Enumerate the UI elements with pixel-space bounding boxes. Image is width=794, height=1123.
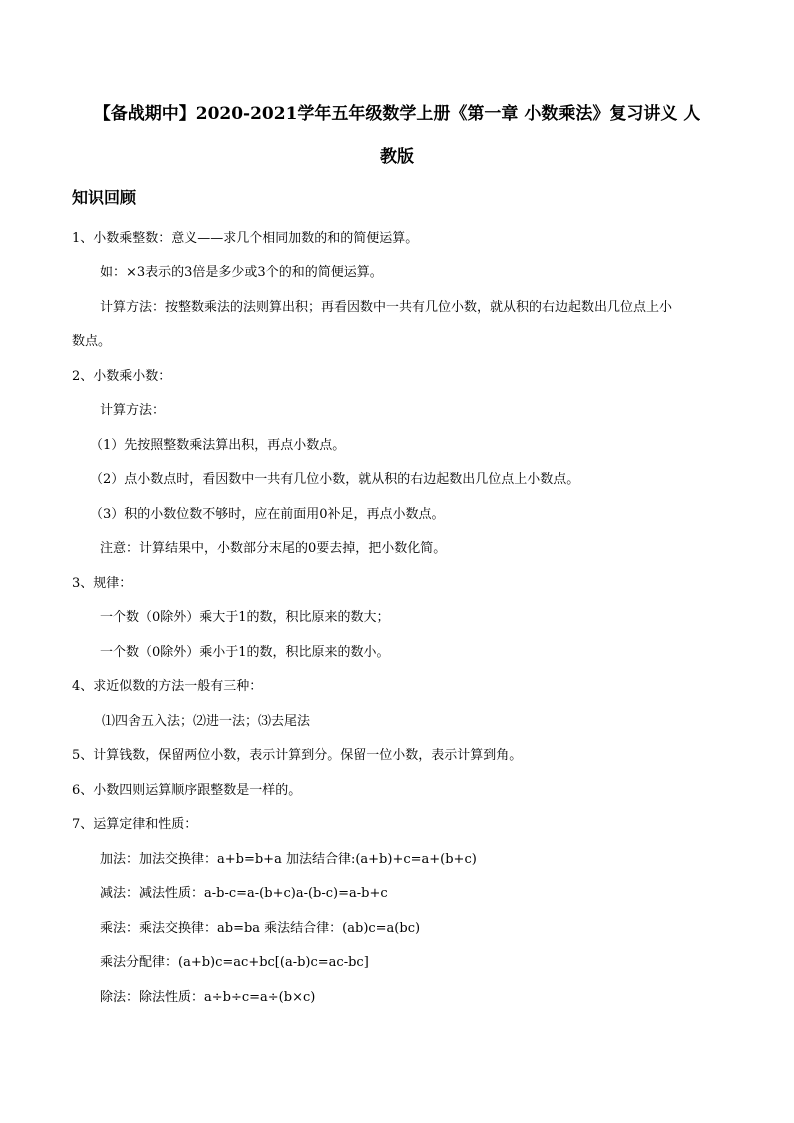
document-title-line-1: 【备战期中】2020-2021学年五年级数学上册《第一章 小数乘法》复习讲义 人 <box>93 104 701 124</box>
point-2-note: 注意：计算结果中，小数部分末尾的0要去掉，把小数化简。 <box>100 541 447 556</box>
point-3-rule-greater: 一个数（0除外）乘大于1的数，积比原来的数大； <box>100 610 390 625</box>
point-1-method: 计算方法：按整数乘法的法则算出积；再看因数中一共有几位小数，就从积的右边起数出几位点上小 <box>100 300 673 315</box>
point-5-money: 5、计算钱数，保留两位小数，表示计算到分。保留一位小数，表示计算到角。 <box>72 748 523 763</box>
point-7-laws: 7、运算定律和性质： <box>72 817 198 832</box>
law-addition: 加法：加法交换律：a+b=b+a 加法结合律:(a+b)+c=a+(b+c) <box>100 852 477 867</box>
point-1-multiply-integer: 1、小数乘整数：意义——求几个相同加数的和的简便运算。 <box>72 231 419 246</box>
point-3-rule: 3、规律： <box>72 576 133 591</box>
section-heading: 知识回顾 <box>72 188 137 207</box>
law-subtraction: 减法：减法性质：a-b-c=a-(b+c)a-(b-c)=a-b+c <box>100 886 388 901</box>
point-2-step-2: （2）点小数点时，看因数中一共有几位小数，就从积的右边起数出几位点上小数点。 <box>90 472 580 487</box>
point-3-rule-less: 一个数（0除外）乘小于1的数，积比原来的数小。 <box>100 645 390 660</box>
document-title-line-2: 教版 <box>380 147 414 167</box>
point-4-methods: ⑴四舍五入法；⑵进一法；⑶去尾法 <box>102 714 311 729</box>
point-4-approximation: 4、求近似数的方法一般有三种： <box>72 679 263 694</box>
law-multiplication: 乘法：乘法交换律：ab=ba 乘法结合律：(ab)c=a(bc) <box>100 921 421 936</box>
point-2-method-label: 计算方法： <box>100 403 166 418</box>
law-division: 除法：除法性质：a÷b÷c=a÷(b×c) <box>100 990 316 1005</box>
point-1-method-continued: 数点。 <box>72 334 112 349</box>
point-2-step-1: （1）先按照整数乘法算出积，再点小数点。 <box>90 438 346 453</box>
point-6-order: 6、小数四则运算顺序跟整数是一样的。 <box>72 783 302 798</box>
point-1-example: 如：×3表示的3倍是多少或3个的和的简便运算。 <box>100 265 383 280</box>
point-2-multiply-decimal: 2、小数乘小数： <box>72 369 172 384</box>
law-distributive: 乘法分配律：(a+b)c=ac+bc[(a-b)c=ac-bc] <box>100 955 369 970</box>
point-2-step-3: （3）积的小数位数不够时，应在前面用0补足，再点小数点。 <box>90 507 445 522</box>
